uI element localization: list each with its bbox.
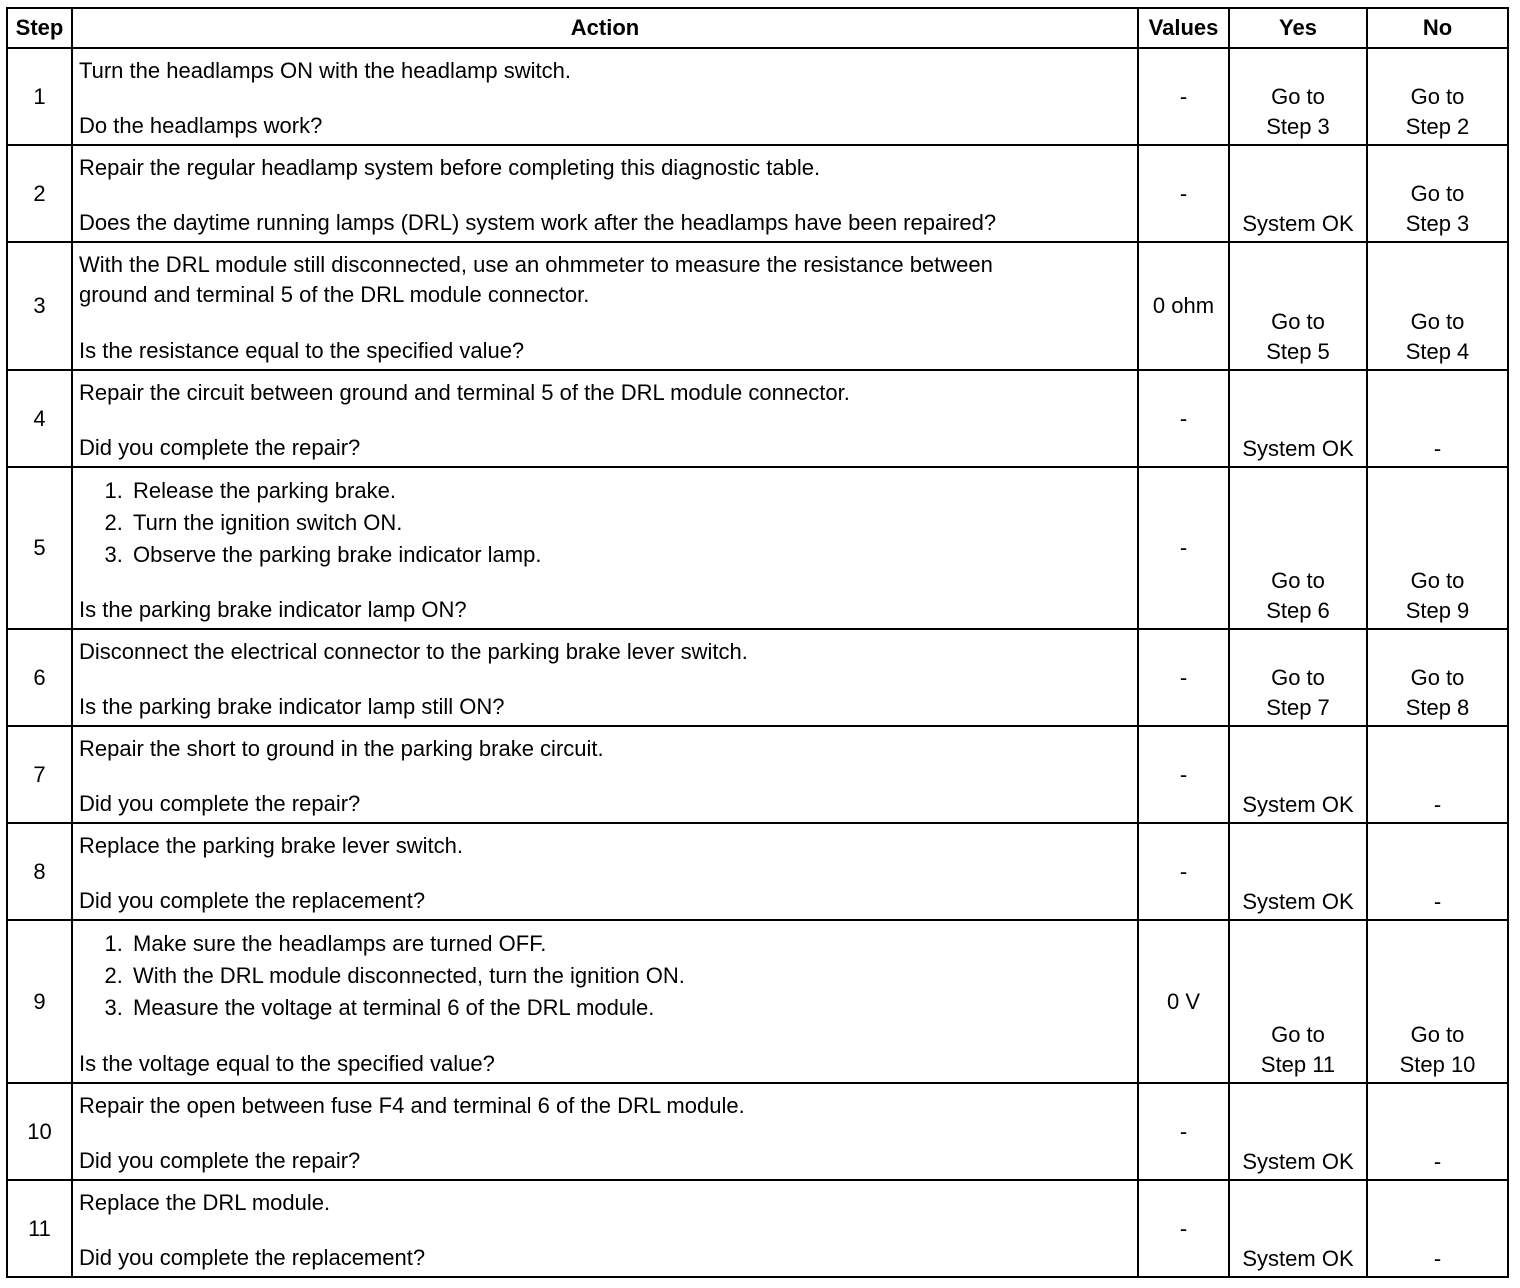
no-result-line: Step 4 [1405, 339, 1470, 364]
action-question: Do the headlamps work? [79, 113, 323, 138]
no-result-cell [1367, 1083, 1508, 1180]
table-row [7, 370, 1508, 467]
step-number: 2 [7, 145, 72, 242]
yes-result-cell [1229, 920, 1367, 1083]
action-cell [72, 467, 1138, 629]
action-instructions [79, 734, 1131, 764]
action-instruction-line: Replace the DRL module. [79, 1190, 331, 1215]
step-number: 1 [7, 48, 72, 145]
action-question: Did you complete the replacement? [79, 888, 426, 913]
diagnostic-table-container [6, 7, 1509, 1278]
yes-result-line: System OK [1242, 1246, 1354, 1271]
yes-result-line: Step 5 [1266, 339, 1330, 364]
values-cell: - [1138, 145, 1229, 242]
no-result-line: Step 8 [1405, 695, 1470, 720]
action-instruction-line: Repair the open between fuse F4 and terminal 6 of the DRL module. [79, 1093, 745, 1118]
table-row [7, 467, 1508, 629]
action-instruction-line: Repair the short to ground in the parking brake circuit. [79, 736, 604, 761]
action-instructions [79, 1188, 1131, 1218]
action-cell [72, 1083, 1138, 1180]
step-number: 3 [7, 242, 72, 370]
action-content [79, 378, 1131, 463]
action-instructions [79, 928, 1131, 1024]
header-yes: Yes [1229, 8, 1367, 48]
yes-result-cell [1229, 629, 1367, 726]
no-result-line: Step 9 [1405, 598, 1470, 623]
action-content [79, 475, 1131, 625]
yes-result-cell [1229, 1180, 1367, 1277]
action-question: Is the parking brake indicator lamp ON? [79, 597, 467, 622]
action-content [79, 637, 1131, 722]
yes-result-line: Go to [1271, 84, 1325, 109]
yes-result-line: System OK [1242, 792, 1354, 817]
no-result-cell [1367, 48, 1508, 145]
action-cell [72, 823, 1138, 920]
values-cell: - [1138, 1083, 1229, 1180]
no-result-cell [1367, 467, 1508, 629]
step-number: 6 [7, 629, 72, 726]
values-cell: 0 ohm [1138, 242, 1229, 370]
no-result-line: Go to [1410, 568, 1465, 593]
action-content [79, 56, 1131, 141]
action-instruction-line: Repair the circuit between ground and terminal 5 of the DRL module connector. [79, 380, 850, 405]
yes-result-line: Step 3 [1266, 114, 1330, 139]
no-result-line: Go to [1410, 309, 1465, 334]
action-instruction-line: Disconnect the electrical connector to the parking brake lever switch. [79, 639, 748, 664]
yes-result-cell [1229, 242, 1367, 370]
action-content [79, 831, 1131, 916]
step-number: 10 [7, 1083, 72, 1180]
no-result-line: - [1433, 1149, 1442, 1174]
table-row [7, 920, 1508, 1083]
diagnostic-table [6, 7, 1509, 1278]
yes-result-line: Go to [1271, 309, 1325, 334]
action-cell [72, 242, 1138, 370]
action-cell [72, 1180, 1138, 1277]
values-cell: - [1138, 629, 1229, 726]
yes-result-line: Go to [1271, 1022, 1325, 1047]
no-result-cell [1367, 145, 1508, 242]
action-instruction-line: Turn the headlamps ON with the headlamp switch. [79, 58, 571, 83]
action-question: Did you complete the repair? [79, 435, 361, 460]
values-cell: - [1138, 48, 1229, 145]
step-number: 7 [7, 726, 72, 823]
no-result-line: Go to [1410, 181, 1465, 206]
action-instructions [79, 378, 1131, 408]
header-row [7, 8, 1508, 48]
table-row [7, 242, 1508, 370]
no-result-line: Step 3 [1405, 211, 1470, 236]
yes-result-cell [1229, 726, 1367, 823]
action-instruction-line: With the DRL module still disconnected, use an ohmmeter to measure the resistance between [79, 252, 993, 277]
action-instruction-line: Replace the parking brake lever switch. [79, 833, 463, 858]
action-content [79, 1188, 1131, 1273]
action-question: Did you complete the repair? [79, 1148, 361, 1173]
yes-result-line: System OK [1242, 436, 1354, 461]
action-instruction-line: Repair the regular headlamp system before completing this diagnostic table. [79, 155, 821, 180]
action-cell [72, 48, 1138, 145]
yes-result-line: Step 7 [1266, 695, 1330, 720]
header-values: Values [1138, 8, 1229, 48]
action-cell [72, 370, 1138, 467]
action-procedure-item: 1. Make sure the headlamps are turned OFF. [129, 928, 1131, 960]
action-content [79, 734, 1131, 819]
table-row [7, 48, 1508, 145]
yes-result-cell [1229, 48, 1367, 145]
no-result-line: Go to [1410, 665, 1465, 690]
no-result-cell [1367, 726, 1508, 823]
yes-result-cell [1229, 1083, 1367, 1180]
no-result-cell [1367, 1180, 1508, 1277]
action-procedure-list [79, 928, 1131, 1024]
step-number: 4 [7, 370, 72, 467]
action-procedure-item: 2. With the DRL module disconnected, turn the ignition ON. [129, 960, 1131, 992]
no-result-line: Go to [1410, 84, 1465, 109]
table-row [7, 1180, 1508, 1277]
action-question: Does the daytime running lamps (DRL) system work after the headlamps have been repaired? [79, 210, 997, 235]
step-number: 11 [7, 1180, 72, 1277]
action-procedure-item: 3. Measure the voltage at terminal 6 of the DRL module. [129, 992, 1131, 1024]
no-result-line: Step 2 [1405, 114, 1470, 139]
action-content [79, 153, 1131, 238]
action-cell [72, 726, 1138, 823]
yes-result-cell [1229, 467, 1367, 629]
values-cell: - [1138, 370, 1229, 467]
no-result-cell [1367, 920, 1508, 1083]
table-row [7, 145, 1508, 242]
yes-result-cell [1229, 370, 1367, 467]
action-instructions [79, 153, 1131, 183]
action-question: Did you complete the replacement? [79, 1245, 426, 1270]
step-number: 8 [7, 823, 72, 920]
table-row [7, 823, 1508, 920]
action-content [79, 1091, 1131, 1176]
action-cell [72, 920, 1138, 1083]
yes-result-cell [1229, 145, 1367, 242]
values-cell: - [1138, 823, 1229, 920]
yes-result-line: Step 6 [1266, 598, 1330, 623]
no-result-line: - [1433, 889, 1442, 914]
no-result-line: - [1433, 1246, 1442, 1271]
no-result-line: Go to [1410, 1022, 1465, 1047]
table-body [7, 48, 1508, 1277]
action-instructions [79, 831, 1131, 861]
action-instructions [79, 637, 1131, 667]
yes-result-line: System OK [1242, 1149, 1354, 1174]
no-result-cell [1367, 823, 1508, 920]
no-result-cell [1367, 242, 1508, 370]
action-content [79, 928, 1131, 1079]
action-content [79, 250, 1131, 366]
action-instructions [79, 475, 1131, 571]
action-procedure-item: 3. Observe the parking brake indicator lamp. [129, 539, 1131, 571]
no-result-cell [1367, 629, 1508, 726]
header-step: Step [7, 8, 72, 48]
table-row [7, 726, 1508, 823]
header-no: No [1367, 8, 1508, 48]
action-question: Is the parking brake indicator lamp still ON? [79, 694, 505, 719]
action-instructions [79, 56, 1131, 86]
values-cell: - [1138, 1180, 1229, 1277]
yes-result-line: System OK [1242, 889, 1354, 914]
no-result-line: Step 10 [1399, 1052, 1476, 1077]
action-question: Is the voltage equal to the specified value? [79, 1051, 495, 1076]
action-instructions [79, 250, 1131, 310]
step-number: 9 [7, 920, 72, 1083]
yes-result-line: Step 11 [1260, 1052, 1336, 1077]
action-cell [72, 629, 1138, 726]
yes-result-line: System OK [1242, 211, 1354, 236]
action-question: Did you complete the repair? [79, 791, 361, 816]
no-result-line: - [1433, 792, 1442, 817]
step-number: 5 [7, 467, 72, 629]
action-procedure-item: 1. Release the parking brake. [129, 475, 1131, 507]
action-procedure-item: 2. Turn the ignition switch ON. [129, 507, 1131, 539]
yes-result-line: Go to [1271, 665, 1325, 690]
no-result-cell [1367, 370, 1508, 467]
action-instruction-line: ground and terminal 5 of the DRL module connector. [79, 282, 590, 307]
action-instructions [79, 1091, 1131, 1121]
table-row [7, 1083, 1508, 1180]
header-action: Action [72, 8, 1138, 48]
action-procedure-list [79, 475, 1131, 571]
yes-result-line: Go to [1271, 568, 1325, 593]
values-cell: - [1138, 467, 1229, 629]
action-question: Is the resistance equal to the specified value? [79, 338, 525, 363]
values-cell: - [1138, 726, 1229, 823]
values-cell: 0 V [1138, 920, 1229, 1083]
yes-result-cell [1229, 823, 1367, 920]
action-cell [72, 145, 1138, 242]
no-result-line: - [1433, 436, 1442, 461]
table-row [7, 629, 1508, 726]
